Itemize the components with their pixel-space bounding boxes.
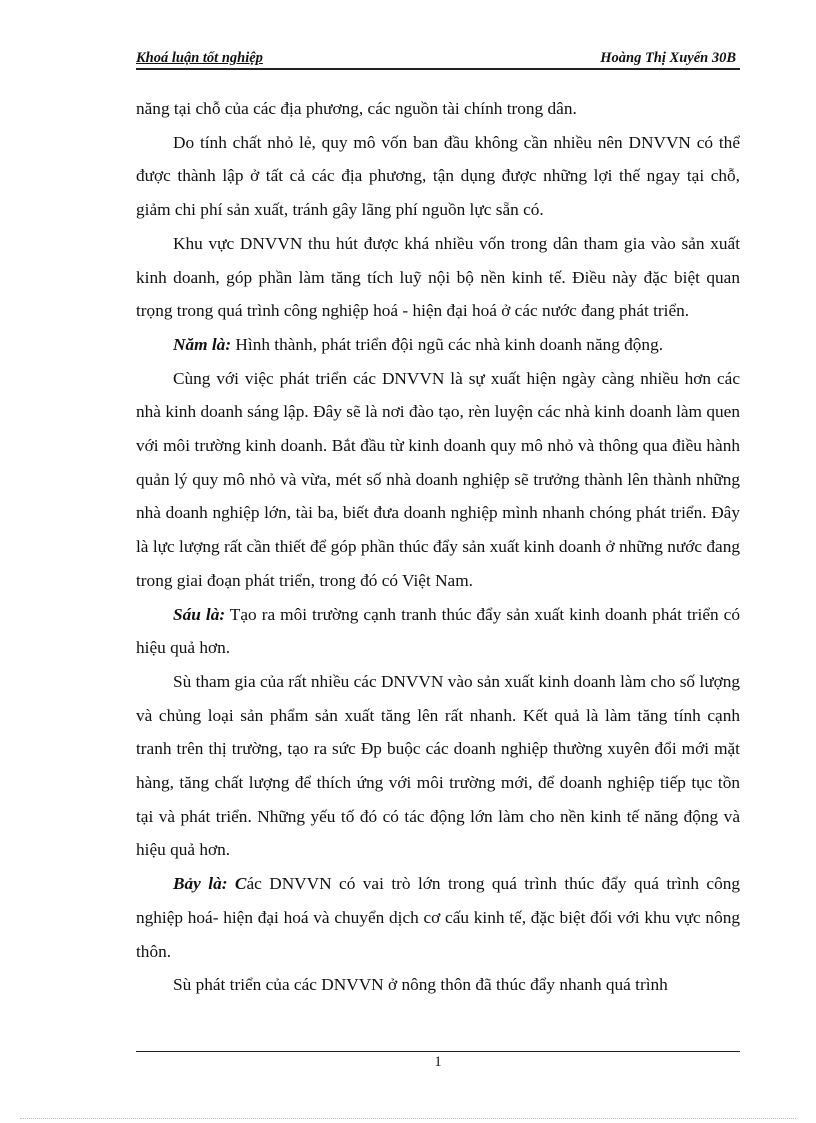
footer-rule bbox=[136, 1051, 740, 1052]
paragraph-text: Sù phát triển của các DNVVN ở nông thôn đã thúc đẩy nhanh quá trình bbox=[173, 975, 668, 995]
paragraph bbox=[136, 665, 740, 867]
paragraph-text: Sù tham gia của rất nhiều các DNVVN vào sản xuất kinh doanh làm cho số lượng và chủng loại sản phẩm sản xuất tăng lên rất nhanh. Kết quả là làm tăng tính cạnh tranh trên thị trường, tạo ra sức Ðp buộc các doanh nghiệp thường xuyên đổi mới mặt hàng, tăng chất lượng để thích ứng với môi trường mới, để doanh nghiệp tiếp tục tồn tại và phát triển. Những yếu tố đó có tác động lớn làm cho nền kinh tế năng động và hiệu quả hơn. bbox=[136, 671, 740, 860]
page-number: 1 bbox=[434, 1054, 442, 1070]
paragraph bbox=[136, 328, 740, 362]
paragraph-text: Khu vực DNVVN thu hút được khá nhiều vốn trong dân tham gia vào sản xuất kinh doanh, góp phần làm tăng tích luỹ nội bộ nền kinh tế. Điều này đặc biệt quan trọng trong quá trình công nghiệp hoá - hiện đại hoá ở các nước đang phát triển. bbox=[136, 233, 740, 321]
paragraph-lead: Sáu là: bbox=[173, 604, 226, 624]
page-break-divider bbox=[20, 1118, 796, 1119]
paragraph-text: năng tại chỗ của các địa phương, các nguồn tài chính trong dân. bbox=[136, 99, 577, 118]
paragraph-text: ác DNVVN có vai trò lớn trong quá trình thúc đẩy quá trình công nghiệp hoá- hiện đại hoá và chuyển dịch cơ cấu kinh tế, đặc biệt đối với khu vực nông thôn. bbox=[136, 874, 740, 961]
header-title: Khoá luận tốt nghiệp bbox=[136, 50, 263, 66]
paragraph bbox=[136, 968, 740, 1002]
paragraph-lead: Năm là: bbox=[173, 334, 232, 354]
document-body bbox=[136, 92, 740, 1002]
paragraph bbox=[136, 126, 740, 227]
paragraph-text: Do tính chất nhỏ lẻ, quy mô vốn ban đầu không cần nhiều nên DNVVN có thể được thành lập ở tất cả các địa phương, tận dụng được những lợi thế ngay tại chỗ, giảm chi phí sản xuất, tránh gây lãng phí nguồn lực sẵn có. bbox=[136, 132, 740, 220]
paragraph bbox=[136, 598, 740, 665]
paragraph bbox=[136, 227, 740, 328]
paragraph bbox=[136, 867, 740, 968]
paragraph bbox=[136, 362, 740, 598]
header-author: Hoàng Thị Xuyến 30B bbox=[600, 50, 736, 66]
paragraph bbox=[136, 92, 740, 126]
paragraph-text: Hình thành, phát triển đội ngũ các nhà kinh doanh năng động. bbox=[231, 334, 664, 354]
paragraph-lead: Bảy là: C bbox=[173, 874, 247, 894]
paragraph-text: Cùng với việc phát triển các DNVVN là sự xuất hiện ngày càng nhiều hơn các nhà kinh doanh sáng lập. Đây sẽ là nơi đào tạo, rèn luyện các nhà kinh doanh làm quen với môi trường kinh doanh. Bắt đầu từ kinh doanh quy mô nhỏ và thông qua điều hành quản lý quy mô nhỏ và vừa, mét số nhà doanh nghiệp sẽ trưởng thành lên thành những nhà doanh nghiệp lớn, tài ba, biết đưa doanh nghiệp mình nhanh chóng phát triển. Đây là lực lượng rất cần thiết để góp phần thúc đẩy sản xuất kinh doanh ở những nước đang trong giai đoạn phát triển, trong đó có Việt Nam. bbox=[136, 368, 740, 590]
page-header bbox=[136, 50, 740, 70]
paragraph-text: Tạo ra môi trường cạnh tranh thúc đẩy sản xuất kinh doanh phát triển có hiệu quả hơn. bbox=[136, 604, 740, 658]
